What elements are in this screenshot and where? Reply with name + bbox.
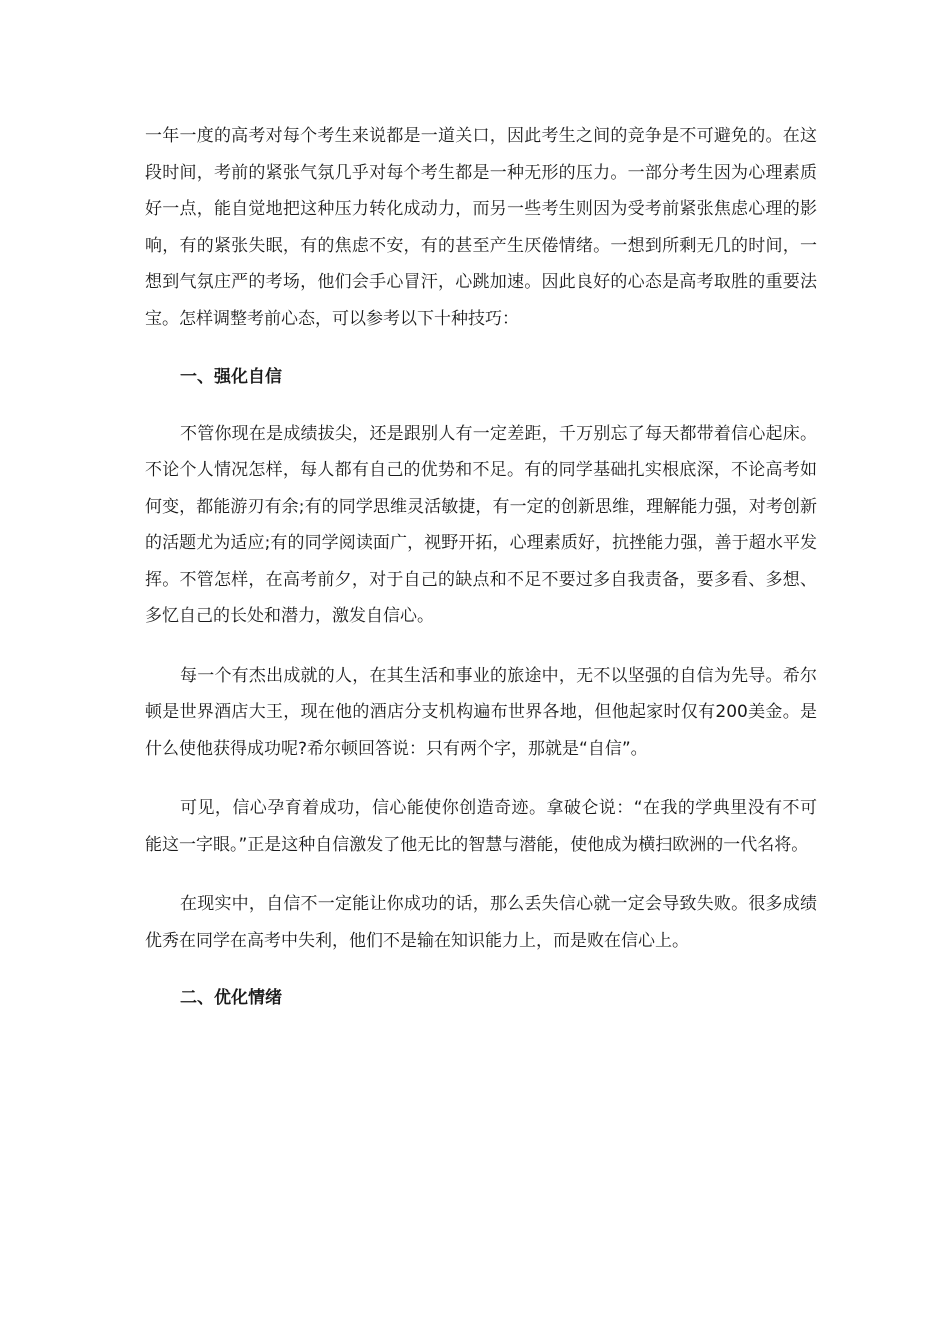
body-paragraph: 不管你现在是成绩拔尖，还是跟别人有一定差距，千万别忘了每天都带着信心起床。不论个人情况怎样，每人都有自己的优势和不足。有的同学基础扎实根底深，不论高考如何变，都能游刃有余;有的同学思维灵活敏捷，有一定的创新思维，理解能力强，对考创新的活题尤为适应;有的同学阅读面广，视野开拓，心理素质好，抗挫能力强，善于超水平发挥。不管怎样，在高考前夕，对于自己的缺点和不足不要过多自我责备，要多看、多想、多忆自己的长处和潜力，激发自信心。 [145, 423, 817, 626]
body-paragraph: 在现实中，自信不一定能让你成功的话，那么丢失信心就一定会导致失败。很多成绩优秀在同学在高考中失利，他们不是输在知识能力上，而是败在信心上。 [145, 894, 817, 951]
body-paragraph: 可见，信心孕育着成功，信心能使你创造奇迹。拿破仑说：“在我的学典里没有不可能这一字眼。”正是这种自信激发了他无比的智慧与潜能，使他成为横扫欧洲的一代名将。 [145, 798, 817, 855]
section-heading-confidence: 一、强化自信 [180, 367, 282, 387]
body-paragraph: 每一个有杰出成就的人，在其生活和事业的旅途中，无不以坚强的自信为先导。希尔顿是世界酒店大王，现在他的酒店分支机构遍布世界各地，但他起家时仅有200美金。是什么使他获得成功呢?希尔顿回答说：只有两个字，那就是“自信”。 [145, 665, 817, 759]
intro-paragraph: 一年一度的高考对每个考生来说都是一道关口，因此考生之间的竞争是不可避免的。在这段时间，考前的紧张气氛几乎对每个考生都是一种无形的压力。一部分考生因为心理素质好一点，能自觉地把这种压力转化成动力，而另一些考生则因为受考前紧张焦虑心理的影响，有的紧张失眠，有的焦虑不安，有的甚至产生厌倦情绪。一想到所剩无几的时间，一想到气氛庄严的考场，他们会手心冒汗，心跳加速。因此良好的心态是高考取胜的重要法 宝。怎样调整考前心态，可以参考以下十种技巧： [145, 126, 817, 329]
document-page [145, 118, 817, 1017]
section-heading-emotion: 二、优化情绪 [180, 988, 282, 1008]
